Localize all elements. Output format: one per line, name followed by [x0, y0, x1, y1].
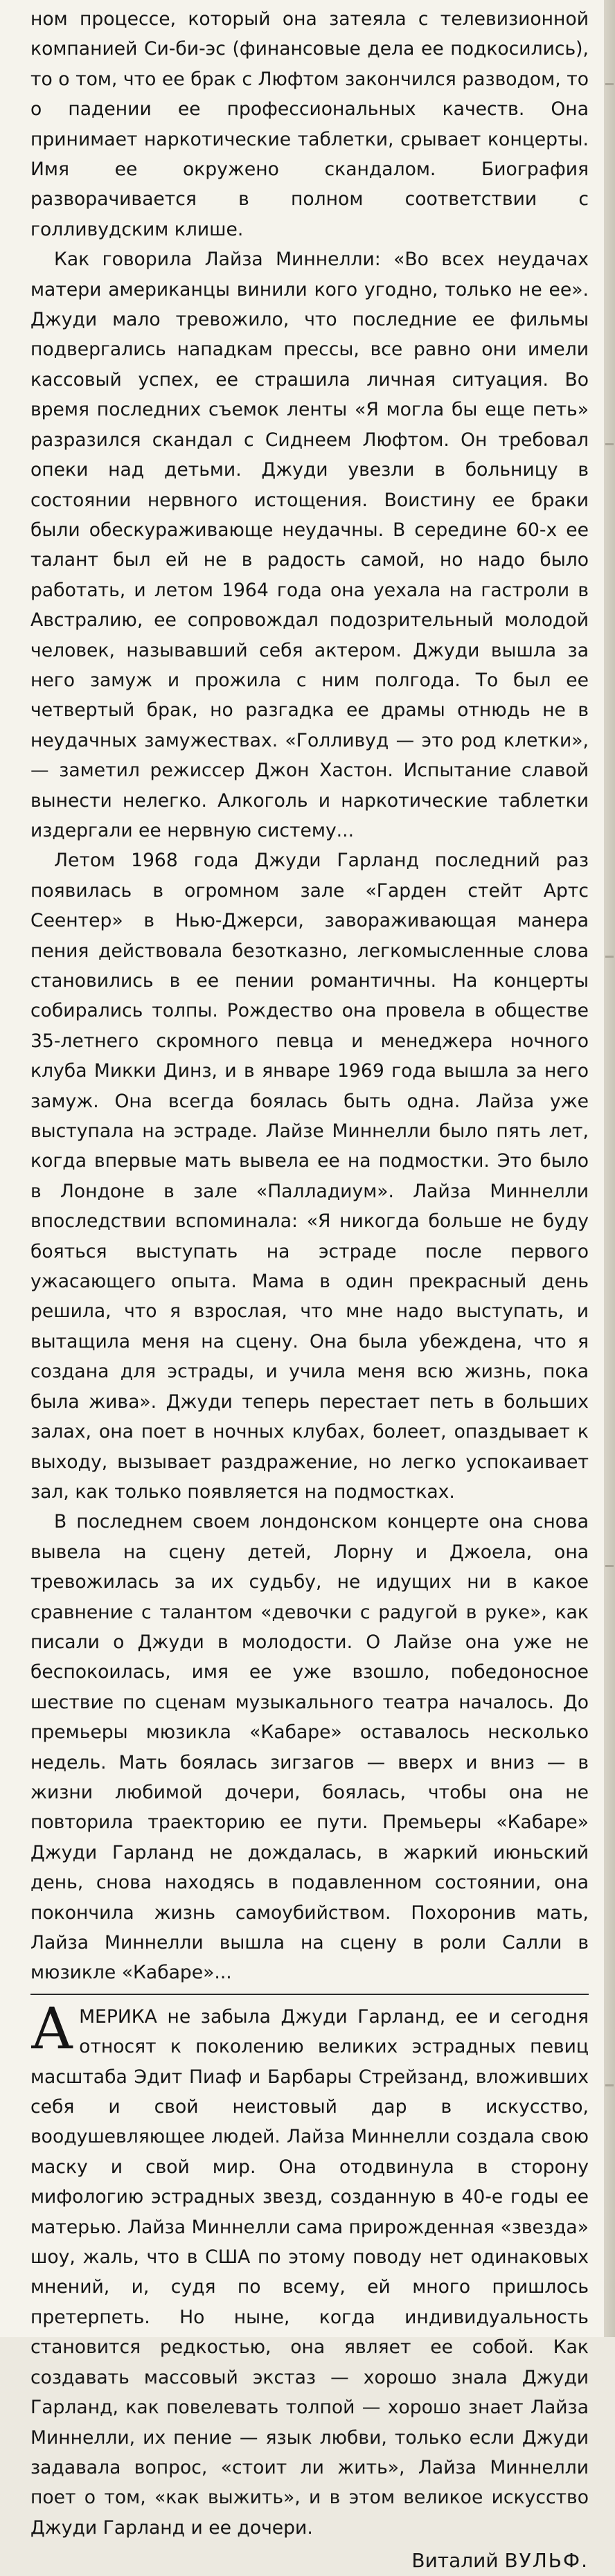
- paragraph-5: [30, 1996, 589, 2543]
- paragraph-3: Летом 1968 года Джуди Гарланд последний раз появилась в огромном зале «Гарден стейт Артс Сеентер» в Нью-Джерси, завораживающая манера пения действовала безотказно, легкомысленные слова становились в ее пении романтичны. На концерты собирались толпы. Рождество она провела в обществе 35-летнего скромного певца и менеджера ночного клуба Микки Динз, и в январе 1969 года вышла за него замуж. Она всегда боялась быть одна. Лайза уже выступала на эстраде. Лайзе Миннелли было пять лет, когда впервые мать вывела ее на подмостки. Это было в Лондоне в зале «Палладиум». Лайза Миннелли впоследствии вспоминала: «Я никогда больше не буду бояться выступать на эстраде после первого ужасающего опыта. Мама в один прекрасный день решила, что я взрослая, что мне надо выступать, и вытащила меня на сцену. Она была убеждена, что я создана для эстрады, и учила меня всю жизнь, пока была жива». Джуди теперь перестает петь в больших залах, она поет в ночных клубах, болеет, опаздывает к выходу, вызывает раздражение, но легко успокаивает зал, как только появляется на подмостках.: [30, 850, 589, 1503]
- author-first-name: Виталий: [411, 2549, 499, 2573]
- edge-mark: [605, 443, 614, 445]
- paragraph-5-text: МЕРИКА не забыла Джуди Гарланд, ее и сегодня относят к поколению великих эстрадных певиц масштаба Эдит Пиаф и Барбары Стрейзанд, вложивших себя и свой неистовый дар в искусство, воодушевляющее людей. Лайза Миннелли создала свою маску и свой мир. Она отодвинула в сторону мифологию эстрадных звезд, созданную в 40-е годы ее матерью. Лайза Миннелли сама прирожденная «звезда» шоу, жаль, что в США по этому поводу нет одинаковых мнений, и, судя по всему, ей много пришлось претерпеть. Но ныне, когда индивидуальность становится редкостью, она являет ее собой. Как создавать массовый экстаз — хорошо знала Джуди Гарланд, как повелевать толпой — хорошо знает Лайза Миннелли, их пение — язык любви, только если Джуди задавала вопрос, «стоит ли жить», Лайза Миннелли поет о том, «как выжить», и в этом великое искусство Джуди Гарланд и ее дочери.: [30, 2005, 589, 2539]
- author-signature: [30, 2546, 589, 2576]
- author-surname: ВУЛЬФ.: [504, 2549, 589, 2573]
- paragraph-1: ном процессе, который она затеяла с телевизионной компанией Си-би-эс (финансовые дела ее подкосились), то о том, что ее брак с Люфтом закончился разводом, то о падении ее профессиональных качеств. Она принимает наркотические таблетки, срывает концерты. Имя ее окружено скандалом. Биография разворачивается в полном соответствии с голливудским клише.: [30, 8, 589, 240]
- paragraph-2: Как говорила Лайза Миннелли: «Во всех неудачах матери американцы винили кого угодно, только не ее». Джуди мало тревожило, что последние ее фильмы подвергались нападкам прессы, все равно они имели кассовый успех, ее страшила личная ситуация. Во время последних съемок ленты «Я могла бы еще петь» разразился скандал с Сиднеем Люфтом. Он требовал опеки над детьми. Джуди увезли в больницу в состоянии нервного истощения. Воистину ее браки были обескураживающе неудачны. В середине 60-х ее талант был ей не в радость самой, но надо было работать, и летом 1964 года она уехала на гастроли в Австралию, ее сопровождал подозрительный молодой человек, называвший себя актером. Джуди вышла за него замуж и прожила с ним полгода. То был ее четвертый брак, но разгадка ее драмы отнюдь не в неудачных замужествах. «Голливуд — это род клетки», — заметил режиссер Джон Хастон. Испытание славой вынести нелегко. Алкоголь и наркотические таблетки издергали ее нервную систему...: [30, 249, 589, 841]
- edge-mark: [605, 1565, 614, 1567]
- edge-mark: [605, 2084, 614, 2086]
- edge-mark: [605, 956, 614, 958]
- section-divider: [30, 1994, 589, 1995]
- drop-cap: А: [30, 1996, 74, 2062]
- edge-mark: [605, 83, 614, 85]
- paragraph-4: В последнем своем лондонском концерте она снова вывела на сцену детей, Лорну и Джоела, она тревожилась за их судьбу, не идущих ни в какое сравнение с талантом «девочки с радугой в руке», как писали о Джуди в молодости. О Лайзе она уже не беспокоилась, имя ее уже взошло, победоносное шествие по сценам музыкального театра началось. До премьеры мюзикла «Кабаре» оставалось несколько недель. Мать боялась зигзагов — вверх и вниз — в жизни любимой дочери, боялась, чтобы она не повторила траекторию ее пути. Премьеры «Кабаре» Джуди Гарланд не дождалась, в жаркий июньский день, снова находясь в подавленном состоянии, она покончила жизнь самоубийством. Похоронив мать, Лайза Миннелли вышла на сцену в роли Салли в мюзикле «Кабаре»...: [30, 1511, 589, 1984]
- adjacent-column-edge: [604, 0, 615, 2337]
